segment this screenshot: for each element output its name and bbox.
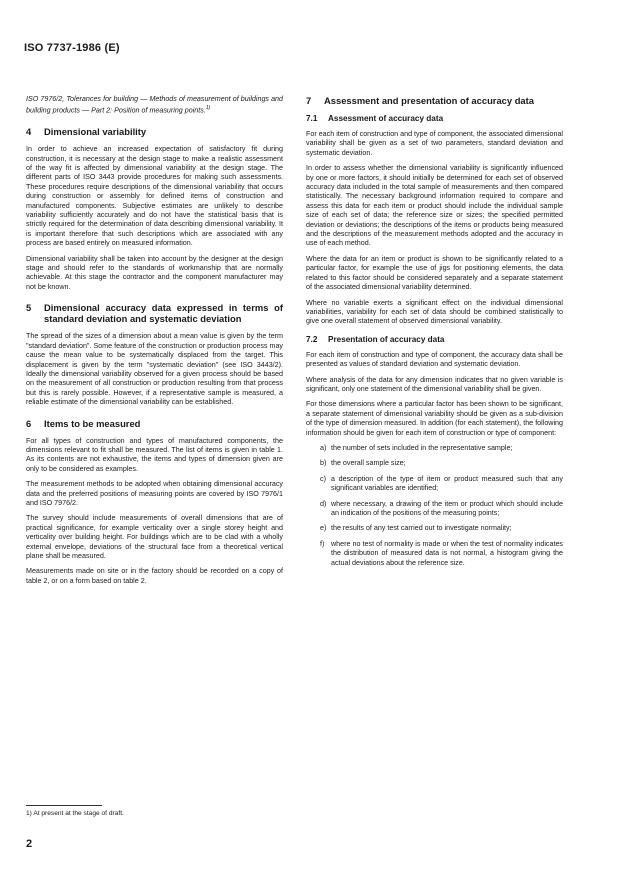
section-4-para-2: Dimensional variability shall be taken into account by the designer at the design stage and should refer to the standards of workmanship that are normally achievable. At this stage the contractor and the component manufacturer may not be known. [26, 254, 283, 291]
section-4-para-1: In order to achieve an increased expectation of satisfactory fit during construction, it is necessary at the design stage to make a realistic assessment of the way fit is affected by dimensional variability at the design stage. The different parts of ISO 3443 provide procedures for making such assessments. These procedures require descriptions of the dimensional variability that occurs during construction or assembly for defined items of construction and manufactured components. Subjective estimates are unlikely to describe variability sufficiently accurately and do not have the statistical basis that is strictly required for the determination of data describing dimensional variability. It is important therefore that such descriptions which are associated with any process are based entirely on measured information. [26, 145, 283, 248]
section-5-heading: 5 Dimensional accuracy data expressed in terms of standard deviation and systematic deviation [26, 302, 283, 325]
page-number: 2 [26, 838, 33, 850]
intro-reference: ISO 7976/2, Tolerances for building — Methods of measurement of buildings and building products — Part 2: Position of measuring points.$^{1)}$ [26, 95, 283, 115]
section-7-1-heading: 7.1 Assessment of accuracy data [306, 114, 444, 123]
section-7-1-para-1: For each item of construction and type of component, the associated dimensional variability shall be given as a set of two parameters, standard deviation and systematic deviation. [306, 130, 563, 157]
information-list [320, 444, 563, 568]
section-7-2-para-3: For those dimensions where a particular factor has been shown to be significant, a separate statement of dimensional variability should be given as a sub-division of the type of dimension measured. In addition (for each statement), the following information should be given for each item of construction or type of component: [306, 400, 563, 437]
section-6-para-3: The survey should include measurements of overall dimensions that are of practical significance, for example verticality over a single storey height and verticality over building height. For buildings which are to be clad with a wholly external envelope, deviations of the structural face from a theoretical vertical plane shall be measured. [26, 514, 283, 560]
list-item: e) the results of any test carried out to investigate normality; [320, 524, 512, 533]
right-column [306, 95, 563, 574]
section-4-heading: 4 Dimensional variability [26, 126, 147, 138]
footnote-ref: 1) [205, 105, 211, 112]
section-6-para-1: For all types of construction and types of manufactured components, the dimensions relevant to fit shall be measured. The list of items is given in table 1. As its contents are not exhaustive, the items and types of dimension given are only to be considered as examples. [26, 436, 283, 473]
section-6-para-4: Measurements made on site or in the factory should be recorded on a copy of table 2, or on a form based on table 2. [26, 567, 283, 585]
section-7-1-para-2: In order to assess whether the dimensional variability is significantly influenced by one or more factors, it should initially be determined for each set of observed accuracy data included in the total sample of measurements and then compared statistically. The necessary background information required to compare and assess this data for each item or product should include the individual sample size of each set of data; the reference size or sizes; the specified permitted deviation or deviations; the descriptions of the items or products being measured and the descriptions of the measurement methods adopted and the accuracy in use of each method. [306, 164, 563, 248]
list-item: b) the overall sample size; [320, 459, 406, 468]
section-7-heading: 7 Assessment and presentation of accuracy data [306, 95, 534, 106]
left-column [26, 95, 283, 592]
list-item: f) where no test of normality is made or when the test of normality indicates the distribution of measured data is not normal, a histogram giving the actual deviations about the reference size. [320, 539, 563, 567]
section-6-heading: 6 Items to be measured [26, 417, 141, 429]
footnote: 1) At present at the stage of draft. [26, 810, 124, 817]
section-7-2-para-1: For each item of construction and type of component, the accuracy data shall be presented as values of standard deviation and systematic deviation. [306, 350, 563, 369]
document-header: ISO 7737-1986 (E) [24, 42, 120, 54]
footnote-divider [26, 805, 102, 806]
section-7-1-para-4: Where no variable exerts a significant effect on the individual dimensional variabilities, variability for each set of data should be combined statistically to give one overall statement of observed dimensional variability. [306, 298, 563, 326]
section-5-para-1: The spread of the sizes of a dimension about a mean value is given by the term "standard deviation". Some feature of the construction or production process may cause the mean value to be systematically displaced from the target. This displacement is given by the term "systematic deviation" (see ISO 3443/2). Ideally the dimensional variability observed for a given process should be based on the measurement of all construction or production resulting from that process but this is rarely possible. However, if a representative sample is measured, a reliable estimate of the dimensional variability can be established. [26, 332, 283, 407]
list-item: d) where necessary, a drawing of the item or product which should include an indication of the positions of the measuring points; [320, 499, 563, 517]
section-7-1-para-3: Where the data for an item or product is shown to be significantly related to a particular factor, for example the use of jigs for positioning elements, the data related to this factor should be considered separately and a separate statement of the associated dimensional variability determined. [306, 254, 563, 292]
section-7-2-heading: 7.2 Presentation of accuracy data [306, 334, 445, 344]
section-6-para-2: The measurement methods to be adopted when obtaining dimensional accuracy data and the preferred positions of measuring points are covered by ISO 7976/1 and ISO 7976/2. [26, 480, 283, 507]
list-item: c) a description of the type of item or product measured such that any significant variables are identified; [320, 474, 563, 493]
section-7-2-para-2: Where analysis of the data for any dimension indicates that no given variable is significant, only one statement of the dimensional variability shall be given. [306, 375, 563, 393]
list-item: a) the number of sets included in the representative sample; [320, 443, 513, 452]
